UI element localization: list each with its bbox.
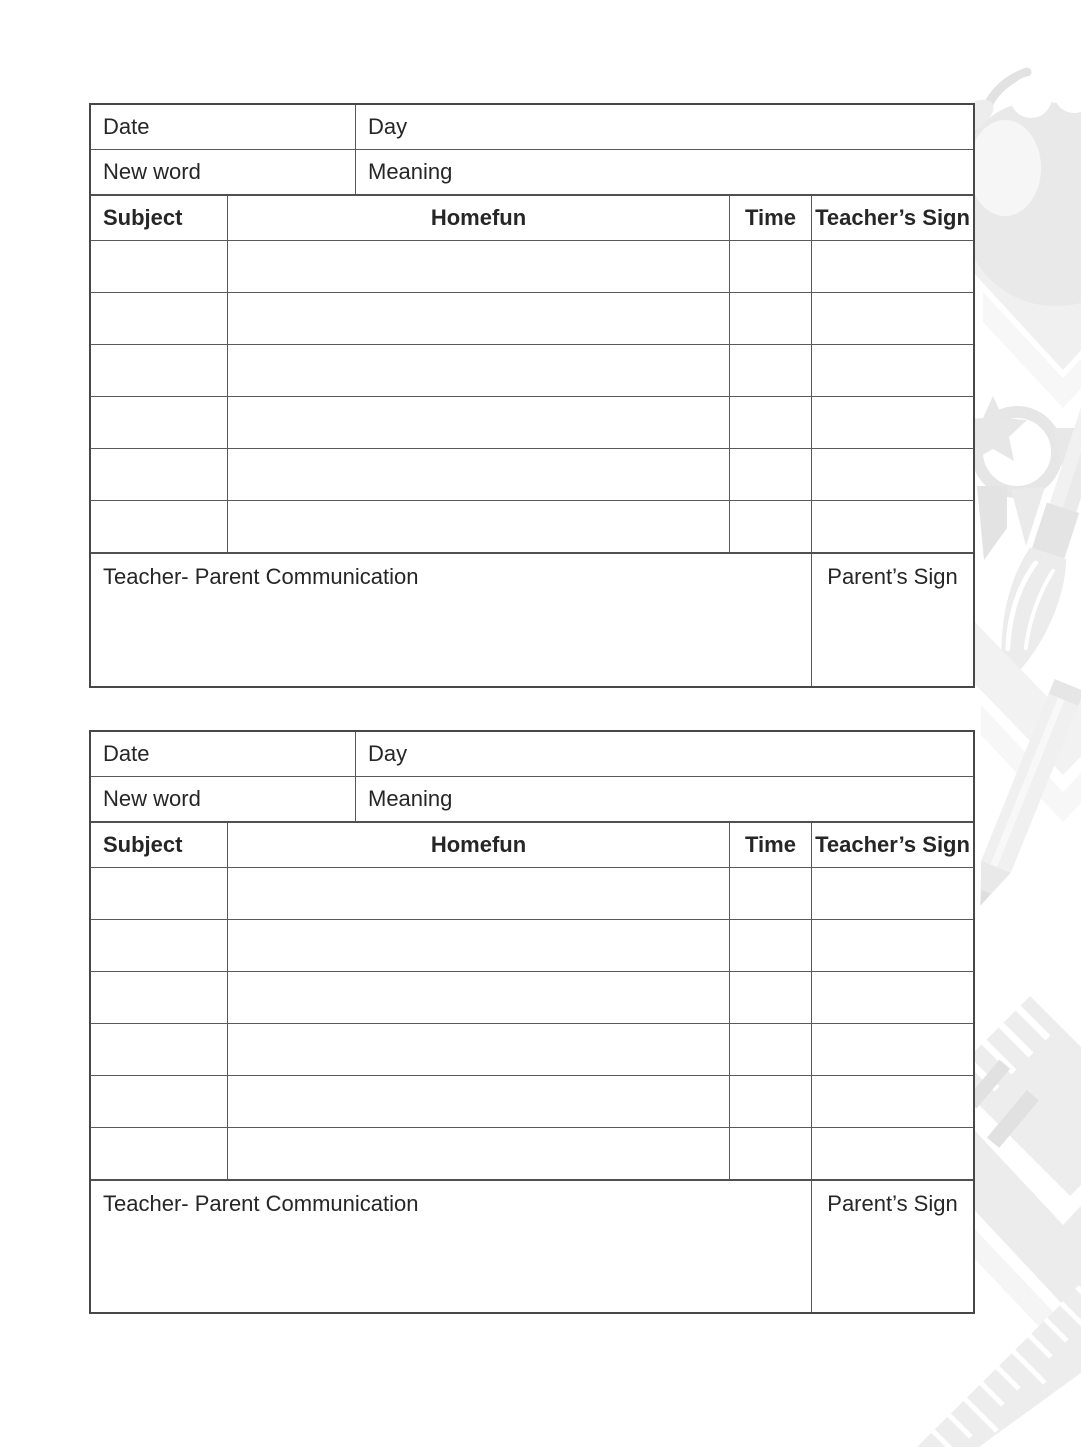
homefun-entry-cell xyxy=(227,1024,729,1075)
subject-entry-cell xyxy=(91,345,227,396)
teacher-sign-header-label: Teacher’s Sign xyxy=(815,204,970,230)
parent-sign-cell xyxy=(811,554,973,686)
homefun-header-cell xyxy=(227,196,729,240)
homefun-entry-cell xyxy=(227,1076,729,1127)
entry-row xyxy=(91,344,973,396)
time-entry-cell xyxy=(729,1128,811,1179)
entry-row xyxy=(91,448,973,500)
time-entry-cell xyxy=(729,449,811,500)
subject-entry-cell xyxy=(91,1024,227,1075)
time-header-cell xyxy=(729,823,811,867)
time-entry-cell xyxy=(729,1076,811,1127)
teacher-sign-entry-cell xyxy=(811,1128,973,1179)
subject-header-cell xyxy=(91,823,227,867)
parent-sign-label: Parent’s Sign xyxy=(827,1191,958,1216)
communication-row xyxy=(91,552,973,686)
time-entry-cell xyxy=(729,345,811,396)
subject-entry-cell xyxy=(91,397,227,448)
teacher-sign-entry-cell xyxy=(811,1076,973,1127)
entry-row xyxy=(91,1023,973,1075)
homework-table-2 xyxy=(89,730,975,1314)
communication-cell xyxy=(91,554,811,686)
time-entry-cell xyxy=(729,241,811,292)
entry-row xyxy=(91,867,973,919)
communication-row xyxy=(91,1179,973,1312)
meaning-cell xyxy=(355,777,973,821)
communication-label: Teacher- Parent Communication xyxy=(103,564,419,589)
teacher-sign-entry-cell xyxy=(811,920,973,971)
homefun-entry-cell xyxy=(227,972,729,1023)
homefun-entry-cell xyxy=(227,397,729,448)
time-entry-cell xyxy=(729,501,811,552)
new-word-label: New word xyxy=(103,785,201,811)
new-word-label: New word xyxy=(103,158,201,184)
date-label: Date xyxy=(103,113,150,139)
day-cell xyxy=(355,732,973,776)
time-header-label: Time xyxy=(745,204,796,230)
homefun-entry-cell xyxy=(227,868,729,919)
day-label: Day xyxy=(368,113,408,139)
homefun-entry-cell xyxy=(227,449,729,500)
date-cell xyxy=(91,105,355,149)
date-day-row xyxy=(91,732,973,776)
entry-row xyxy=(91,971,973,1023)
date-label: Date xyxy=(103,740,150,766)
new-word-cell xyxy=(91,777,355,821)
homework-table-1 xyxy=(89,103,975,688)
date-day-row xyxy=(91,105,973,149)
subject-entry-cell xyxy=(91,972,227,1023)
entry-row xyxy=(91,396,973,448)
homefun-header-label: Homefun xyxy=(430,204,527,230)
teacher-sign-header-cell xyxy=(811,196,973,240)
communication-label: Teacher- Parent Communication xyxy=(103,1191,419,1216)
teacher-sign-entry-cell xyxy=(811,345,973,396)
date-cell xyxy=(91,732,355,776)
teacher-sign-entry-cell xyxy=(811,1024,973,1075)
meaning-cell xyxy=(355,150,973,194)
homefun-header-label: Homefun xyxy=(430,831,527,857)
header-row xyxy=(91,821,973,867)
subject-header-label: Subject xyxy=(103,204,183,230)
time-entry-cell xyxy=(729,1024,811,1075)
subject-entry-cell xyxy=(91,1128,227,1179)
subject-entry-cell xyxy=(91,1076,227,1127)
subject-entry-cell xyxy=(91,920,227,971)
subject-header-cell xyxy=(91,196,227,240)
subject-entry-cell xyxy=(91,449,227,500)
homefun-header-cell xyxy=(227,823,729,867)
meaning-label: Meaning xyxy=(368,785,453,811)
new-word-cell xyxy=(91,150,355,194)
teacher-sign-entry-cell xyxy=(811,868,973,919)
subject-entry-cell xyxy=(91,868,227,919)
day-label: Day xyxy=(368,740,408,766)
time-header-cell xyxy=(729,196,811,240)
entry-row xyxy=(91,1075,973,1127)
parent-sign-cell xyxy=(811,1181,973,1312)
teacher-sign-entry-cell xyxy=(811,293,973,344)
meaning-label: Meaning xyxy=(368,158,453,184)
homefun-entry-cell xyxy=(227,920,729,971)
entry-row xyxy=(91,919,973,971)
subject-entry-cell xyxy=(91,241,227,292)
new-word-row xyxy=(91,776,973,821)
teacher-sign-header-label: Teacher’s Sign xyxy=(815,831,970,857)
homefun-entry-cell xyxy=(227,241,729,292)
entry-row xyxy=(91,1127,973,1179)
parent-sign-label: Parent’s Sign xyxy=(827,564,958,589)
homefun-entry-cell xyxy=(227,501,729,552)
teacher-sign-entry-cell xyxy=(811,972,973,1023)
entry-row xyxy=(91,500,973,552)
time-entry-cell xyxy=(729,972,811,1023)
homefun-entry-cell xyxy=(227,1128,729,1179)
subject-entry-cell xyxy=(91,501,227,552)
teacher-sign-entry-cell xyxy=(811,501,973,552)
entry-row xyxy=(91,292,973,344)
homefun-entry-cell xyxy=(227,345,729,396)
new-word-row xyxy=(91,149,973,194)
communication-cell xyxy=(91,1181,811,1312)
subject-header-label: Subject xyxy=(103,831,183,857)
homefun-entry-cell xyxy=(227,293,729,344)
header-row xyxy=(91,194,973,240)
teacher-sign-entry-cell xyxy=(811,397,973,448)
teacher-sign-entry-cell xyxy=(811,449,973,500)
time-entry-cell xyxy=(729,397,811,448)
teacher-sign-header-cell xyxy=(811,823,973,867)
day-cell xyxy=(355,105,973,149)
time-entry-cell xyxy=(729,868,811,919)
time-entry-cell xyxy=(729,920,811,971)
subject-entry-cell xyxy=(91,293,227,344)
time-header-label: Time xyxy=(745,831,796,857)
teacher-sign-entry-cell xyxy=(811,241,973,292)
entry-row xyxy=(91,240,973,292)
time-entry-cell xyxy=(729,293,811,344)
